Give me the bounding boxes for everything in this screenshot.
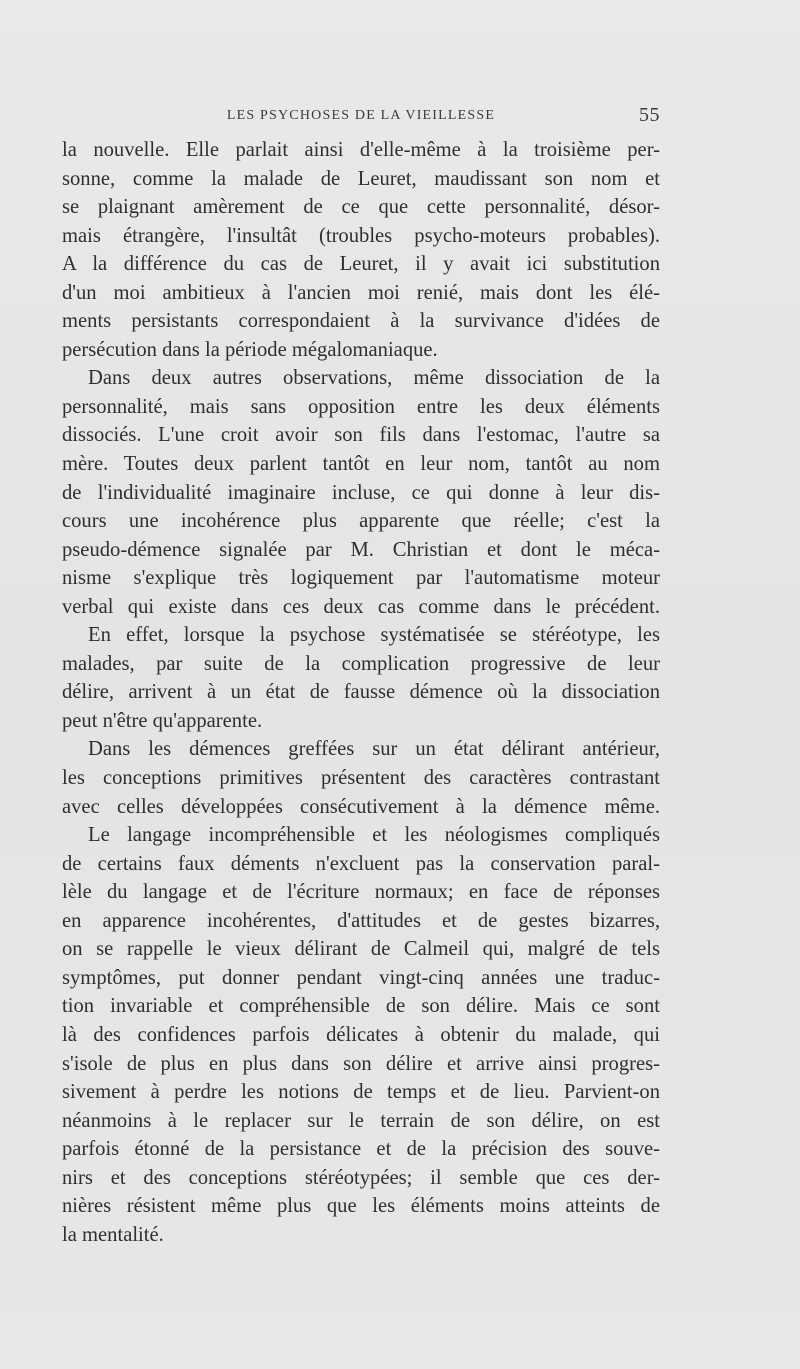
text-line: mais étrangère, l'insultât (troubles psycho-moteurs probables). (62, 224, 660, 247)
text-line: verbal qui existe dans ces deux cas comme dans le précédent. (62, 595, 660, 618)
running-header (62, 104, 660, 128)
text-line: A la différence du cas de Leuret, il y avait ici substitution (62, 253, 660, 276)
text-line: la mentalité. (62, 1223, 164, 1246)
paragraph-first-line: Dans deux autres observations, même dissociation de la (88, 367, 660, 390)
page-number: 55 (639, 104, 660, 126)
text-line: avec celles développées consécutivement à la démence même. (62, 795, 660, 818)
text-line: ments persistants correspondaient à la survivance d'idées de (62, 310, 660, 333)
text-line: persécution dans la période mégalomaniaque. (62, 338, 438, 361)
text-line: s'isole de plus en plus dans son délire et arrive ainsi progres- (62, 1052, 660, 1075)
text-line: là des confidences parfois délicates à obtenir du malade, qui (62, 1023, 660, 1046)
text-line: néanmoins à le replacer sur le terrain de son délire, on est (62, 1109, 660, 1132)
text-line: nières résistent même plus que les éléments moins atteints de (62, 1195, 660, 1218)
text-line: en apparence incohérentes, d'attitudes et de gestes bizarres, (62, 909, 660, 932)
text-line: on se rappelle le vieux délirant de Calmeil qui, malgré de tels (62, 938, 660, 961)
text-line: sonne, comme la malade de Leuret, maudissant son nom et (62, 167, 660, 190)
text-line: de certains faux déments n'excluent pas la conservation paral- (62, 852, 660, 875)
text-line: malades, par suite de la complication progressive de leur (62, 652, 660, 675)
paragraph-first-line: Le langage incompréhensible et les néologismes compliqués (88, 824, 660, 847)
text-line: cours une incohérence plus apparente que réelle; c'est la (62, 510, 660, 533)
text-line: d'un moi ambitieux à l'ancien moi renié, mais dont les élé- (62, 281, 660, 304)
text-line: peut n'être qu'apparente. (62, 709, 263, 732)
text-line: lèle du langage et de l'écriture normaux; en face de réponses (62, 881, 660, 904)
text-line: symptômes, put donner pendant vingt-cinq années une traduc- (62, 966, 660, 989)
text-line: la nouvelle. Elle parlait ainsi d'elle-même à la troisième per- (62, 139, 660, 161)
text-line: les conceptions primitives présentent des caractères contrastant (62, 767, 660, 790)
text-line: nirs et des conceptions stéréotypées; il semble que ces der- (62, 1166, 660, 1189)
body-text (62, 136, 660, 1249)
running-title: LES PSYCHOSES DE LA VIEILLESSE (226, 108, 496, 123)
paragraph-first-line: Dans les démences greffées sur un état délirant antérieur, (88, 738, 660, 761)
text-line: mère. Toutes deux parlent tantôt en leur nom, tantôt au nom (62, 453, 660, 476)
text-line: de l'individualité imaginaire incluse, ce qui donne à leur dis- (62, 481, 660, 504)
text-line: délire, arrivent à un état de fausse démence où la dissociation (62, 681, 660, 704)
text-line: personnalité, mais sans opposition entre les deux éléments (62, 395, 660, 418)
text-line: pseudo-démence signalée par M. Christian et dont le méca- (62, 538, 660, 561)
text-line: dissociés. L'une croit avoir son fils dans l'estomac, l'autre sa (62, 424, 660, 447)
paragraph-first-line: En effet, lorsque la psychose systématisée se stéréotype, les (88, 624, 660, 647)
text-line: tion invariable et compréhensible de son délire. Mais ce sont (62, 995, 660, 1018)
text-line: nisme s'explique très logiquement par l'automatisme moteur (62, 567, 660, 590)
text-line: sivement à perdre les notions de temps et de lieu. Parvient-on (62, 1081, 660, 1104)
text-line: parfois étonné de la persistance et de la précision des souve- (62, 1138, 660, 1161)
text-line: se plaignant amèrement de ce que cette personnalité, désor- (62, 196, 660, 219)
